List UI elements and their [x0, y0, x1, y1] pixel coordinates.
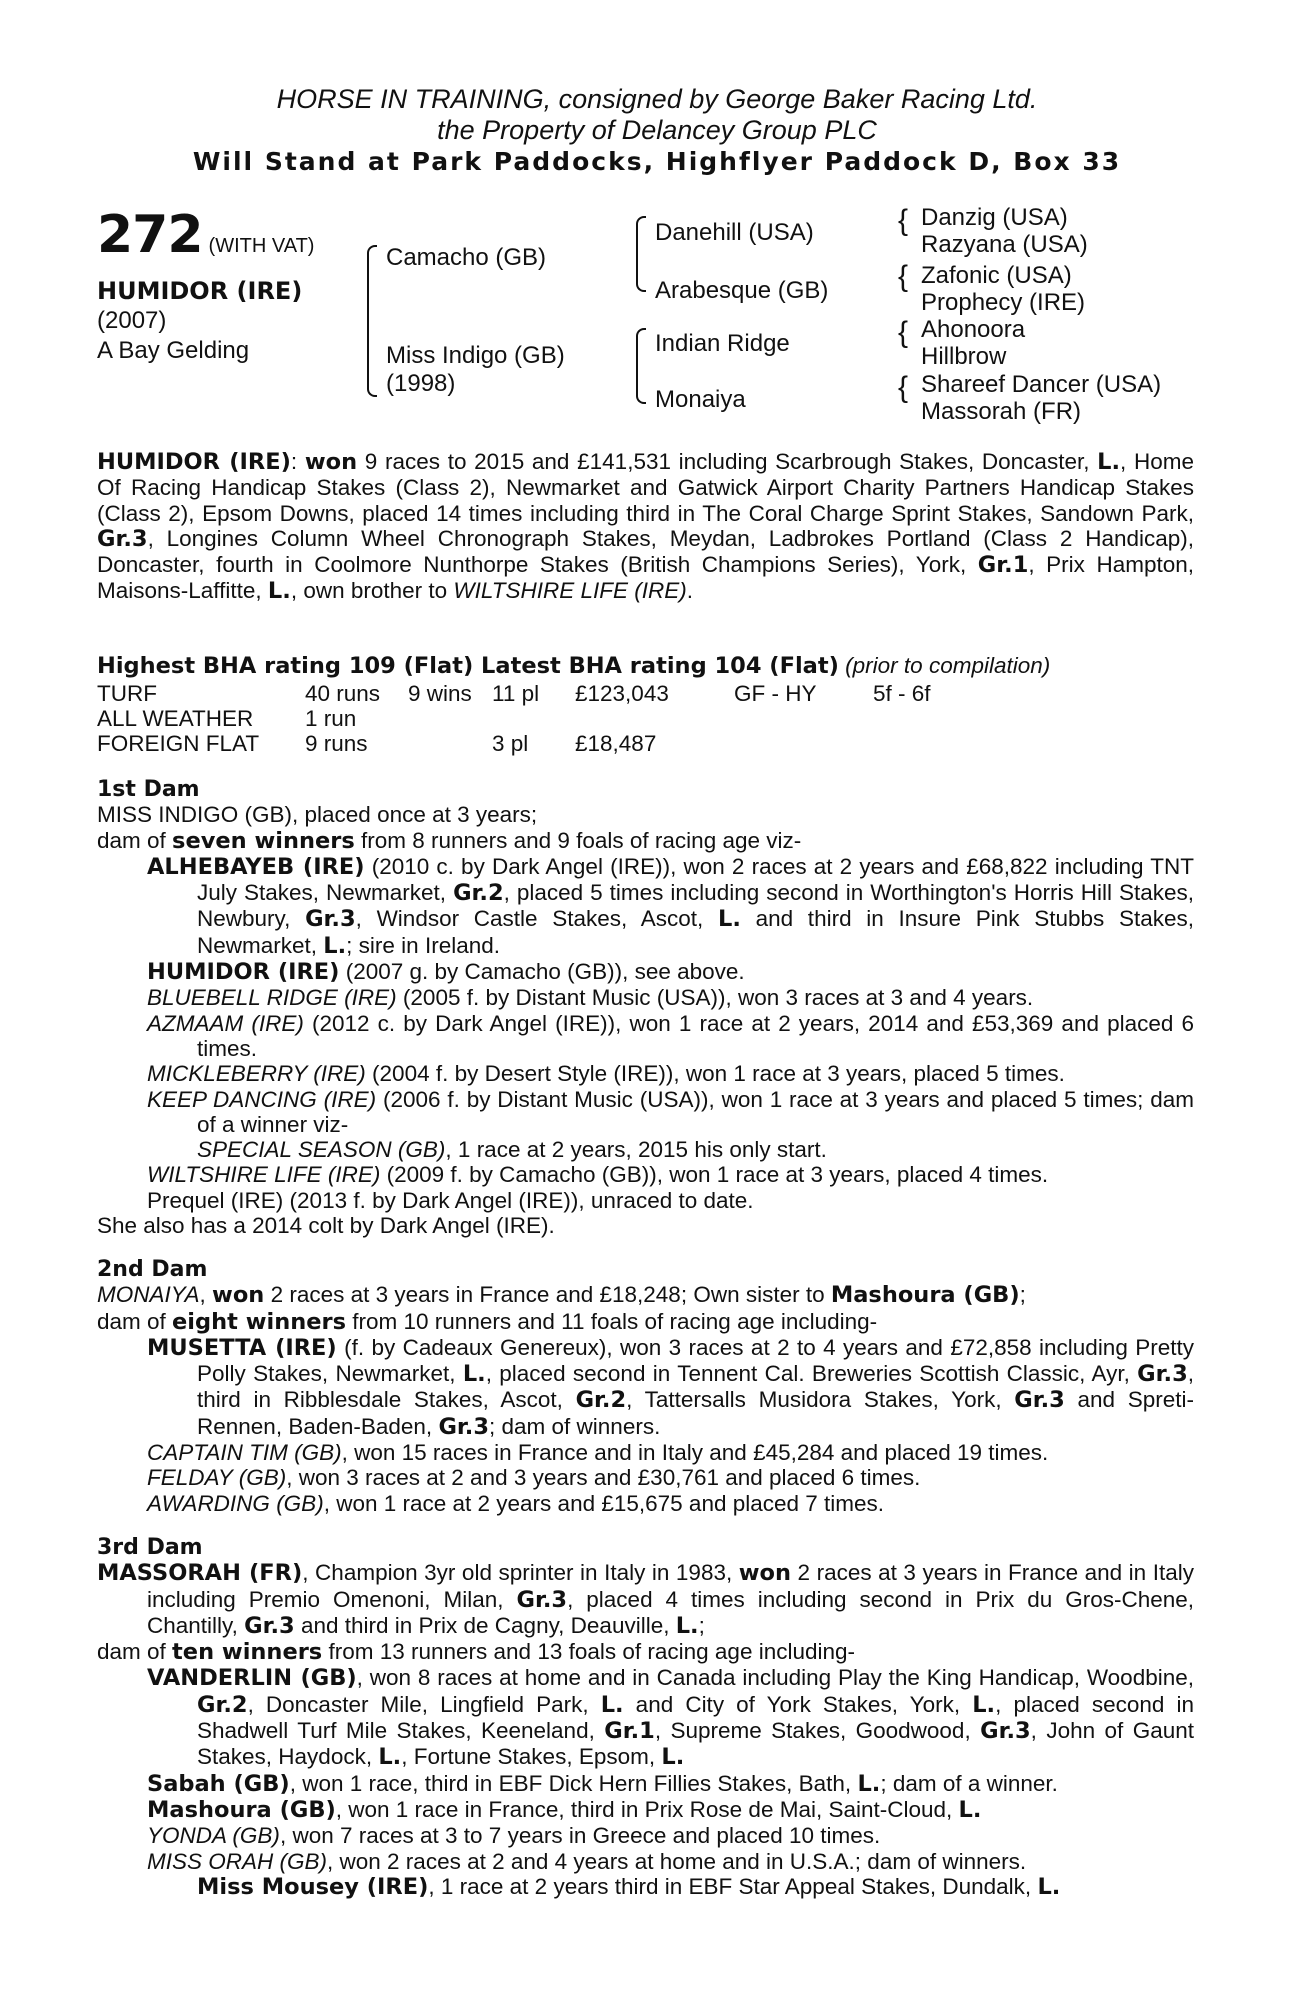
header-consignor: HORSE IN TRAINING, consigned by George Baker Racing Ltd. — [276, 84, 1038, 114]
ratings-row — [97, 706, 1097, 731]
first-dam-title: 1st Dam — [97, 777, 200, 802]
ratings-surface: FOREIGN FLAT — [97, 731, 260, 756]
summary-text: 9 races to 2015 and £141,531 including Scarbrough Stakes, Doncaster, — [357, 449, 1098, 474]
produce-entry: BLUEBELL RIDGE (IRE) (2005 f. by Distant Music (USA)), won 3 races at 3 and 4 years. — [147, 985, 1034, 1011]
summary-won: won — [304, 449, 358, 475]
ratings-earnings: £123,043 — [575, 681, 669, 706]
summary-listed: L. — [267, 578, 291, 605]
pedigree-sire-dam: Arabesque (GB) — [655, 277, 829, 304]
pedigree-g1: Danzig (USA) — [921, 204, 1068, 231]
horse-description: A Bay Gelding — [97, 337, 250, 364]
produce-entry: FELDAY (GB), won 3 races at 2 and 3 years and £30,761 and placed 6 times. — [147, 1465, 921, 1491]
pedigree-sire-sire: Danehill (USA) — [655, 219, 814, 246]
pedigree-g4: Prophecy (IRE) — [921, 289, 1086, 316]
header-location: Will Stand at Park Paddocks, Highflyer Paddock D, Box 33 — [192, 147, 1122, 176]
produce-entry: WILTSHIRE LIFE (IRE) (2009 f. by Camacho (GB)), won 1 race at 3 years, placed 4 times. — [147, 1162, 1049, 1188]
ratings-placed: 11 pl — [492, 681, 540, 706]
pedigree-brace-g4: { — [898, 371, 909, 404]
second-dam-line: MONAIYA, won 2 races at 3 years in France and £18,248; Own sister to Mashoura (GB); — [97, 1282, 1026, 1309]
pedigree-dam-year: (1998) — [386, 370, 456, 397]
summary-text: , Home Of Racing Handicap Stakes (Class 2), Newmarket and Gatwick Airport Charity Partners Handicap Stakes (Class 2), Epsom Downs, placed 14 times including third in The Coral Charge Sprint Stakes, Sandown Park, — [97, 449, 1195, 526]
lot-heading — [97, 205, 314, 265]
produce-entry: Sabah (GB), won 1 race, third in EBF Dick Hern Fillies Stakes, Bath, L.; dam of a winner. — [147, 1770, 1058, 1797]
first-dam-line: MISS INDIGO (GB), placed once at 3 years; — [97, 802, 538, 828]
summary-listed: L. — [1097, 449, 1121, 475]
produce-entry: AWARDING (GB), won 1 race at 2 years and £15,675 and placed 7 times. — [147, 1490, 885, 1516]
summary-text: , own brother to — [290, 578, 454, 604]
lot-vat: (WITH VAT) — [208, 235, 315, 257]
race-summary: HUMIDOR (IRE): won 9 races to 2015 and £141,531 including Scarbrough Stakes, Doncaster, L., Home Of Racing Handicap Stakes (Class 2), Newmarket and Gatwick Airport Charity Partners Handicap Stakes (Class 2), Epsom Downs, placed 14 times including third in The Coral Charge Sprint Stakes, Sandown Park, Gr.3, Longines Column Wheel Chronograph Stakes, Meydan, Ladbrokes Portland (Class 2 Handicap), Doncaster, fourth in Coolmore Nunthorpe Stakes (British Champions Series), York, Gr.1, Prix Hampton, Maisons-Laffitte, L., own brother to WILTSHIRE LIFE (IRE). — [97, 449, 1195, 605]
produce-entry: ALHEBAYEB (IRE) (2010 c. by Dark Angel (IRE)), won 2 races at 2 years and £68,822 including TNT July Stakes, Newmarket, Gr.2, placed 5 times including second in Worthington's Horris Hill Stakes, Newbury, Gr.3, Windsor Castle Stakes, Ascot, L. and third in Insure Pink Stubbs Stakes, Newmarket, L.; sire in Ireland. — [147, 853, 1195, 959]
produce-entry: CAPTAIN TIM (GB), won 15 races in France and in Italy and £45,284 and placed 19 times. — [147, 1440, 1049, 1466]
produce-sub-entry: SPECIAL SEASON (GB), 1 race at 2 years, 2015 his only start. — [197, 1137, 827, 1163]
summary-brother: WILTSHIRE LIFE (IRE) — [453, 578, 687, 604]
produce-entry: MUSETTA (IRE) (f. by Cadeaux Genereux), won 3 races at 2 to 4 years and £72,858 including Pretty Polly Stakes, Newmarket, L., placed second in Tennent Cal. Breweries Scottish Classic, Ayr, Gr.3, third in Ribblesdale Stakes, Ascot, Gr.2, Tattersalls Musidora Stakes, York, Gr.3 and Spreti-Rennen, Baden-Baden, Gr.3; dam of winners. — [147, 1334, 1194, 1440]
ratings-table — [97, 681, 1097, 756]
pedigree-dam-sire: Indian Ridge — [655, 330, 790, 357]
pedigree-g5: Ahonoora — [921, 316, 1026, 343]
pedigree-sire: Camacho (GB) — [386, 244, 547, 271]
third-dam-section — [97, 1535, 1194, 1900]
third-dam-produce: dam of ten winners from 13 runners and 13 foals of racing age including- — [97, 1639, 856, 1666]
produce-entry: MISS ORAH (GB), won 2 races at 2 and 4 years at home and in U.S.A.; dam of winners. — [147, 1848, 1027, 1874]
ratings-runs: 1 run — [305, 706, 357, 731]
ratings-going: GF - HY — [734, 681, 817, 706]
ratings-runs: 40 runs — [305, 681, 381, 706]
pedigree-g2: Razyana (USA) — [921, 231, 1088, 258]
second-dam-section — [97, 1257, 1194, 1516]
horse-year: (2007) — [97, 307, 167, 334]
produce-entry: MICKLEBERRY (IRE) (2004 f. by Desert Style (IRE)), won 1 race at 3 years, placed 5 times. — [147, 1061, 1065, 1087]
second-dam-title: 2nd Dam — [97, 1257, 208, 1282]
header-property: the Property of Delancey Group PLC — [437, 115, 877, 145]
ratings-runs: 9 runs — [305, 731, 368, 756]
summary-text: , Longines Column Wheel Chronograph Stakes, Meydan, Ladbrokes Portland (Class 2 Handicap), Doncaster, fourth in Coolmore Nunthorpe Stakes (British Champions Series), York, — [97, 525, 1194, 578]
pedigree-g7: Shareef Dancer (USA) — [921, 371, 1162, 398]
produce-entry: AZMAAM (IRE) (2012 c. by Dark Angel (IRE)), won 1 race at 2 years, 2014 and £53,369 and placed 6 times. — [147, 1010, 1194, 1061]
first-dam-produce: dam of seven winners from 8 runners and 9 foals of racing age viz- — [97, 827, 802, 854]
pedigree-g6: Hillbrow — [921, 343, 1007, 370]
lot-number: 272 — [97, 205, 203, 265]
summary-group1: Gr.1 — [977, 552, 1029, 579]
pedigree-g8: Massorah (FR) — [921, 398, 1082, 425]
pedigree-brace-main — [367, 245, 377, 397]
third-dam-title: 3rd Dam — [97, 1535, 203, 1560]
second-dam-produce: dam of eight winners from 10 runners and 11 foals of racing age including- — [97, 1308, 878, 1335]
lot-info — [97, 276, 302, 366]
pedigree-brace-g3: { — [898, 316, 909, 349]
produce-entry: Mashoura (GB), won 1 race in France, third in Prix Rose de Mai, Saint-Cloud, L. — [147, 1796, 982, 1823]
pedigree-brace-dam — [636, 328, 646, 404]
ratings-distance: 5f - 6f — [873, 681, 931, 706]
ratings-surface: TURF — [97, 681, 157, 706]
summary-text: . — [686, 578, 694, 604]
first-dam-also: She also has a 2014 colt by Dark Angel (IRE). — [97, 1213, 555, 1239]
pedigree-brace-sire — [636, 216, 646, 292]
summary-horse-name: HUMIDOR (IRE) — [97, 449, 291, 475]
ratings-row — [97, 731, 1097, 756]
ratings-earnings: £18,487 — [575, 731, 657, 756]
ratings-note: (prior to compilation) — [845, 653, 1051, 678]
produce-entry: Prequel (IRE) (2013 f. by Dark Angel (IRE)), unraced to date. — [147, 1187, 754, 1213]
pedigree-brace-g1: { — [898, 204, 909, 237]
ratings-placed: 3 pl — [492, 731, 529, 756]
produce-entry: YONDA (GB), won 7 races at 3 to 7 years in Greece and placed 10 times. — [147, 1823, 881, 1849]
ratings-surface: ALL WEATHER — [97, 706, 254, 731]
horse-name: HUMIDOR (IRE) — [97, 277, 303, 305]
third-dam-line: MASSORAH (FR), Champion 3yr old sprinter in Italy in 1983, won 2 races at 3 years in France and in Italy including Premio Omenoni, Milan, Gr.3, placed 4 times including second in Prix du Gros-Chene, Chantilly, Gr.3 and third in Prix de Cagny, Deauville, L.; — [97, 1560, 1194, 1639]
pedigree-g3: Zafonic (USA) — [921, 262, 1072, 289]
pedigree-brace-g2: { — [898, 260, 909, 293]
produce-entry: VANDERLIN (GB), won 8 races at home and in Canada including Play the King Handicap, Woodbine, Gr.2, Doncaster Mile, Lingfield Park, L. and City of York Stakes, York, L., placed second in Shadwell Turf Mile Stakes, Keeneland, Gr.1, Supreme Stakes, Goodwood, Gr.3, John of Gaunt Stakes, Haydock, L., Fortune Stakes, Epsom, L. — [147, 1665, 1195, 1771]
ratings-wins: 9 wins — [408, 681, 472, 706]
ratings-title: Highest BHA rating 109 (Flat) Latest BHA rating 104 (Flat) — [97, 653, 839, 679]
ratings-heading — [97, 653, 1194, 679]
produce-entry: HUMIDOR (IRE) (2007 g. by Camacho (GB)), see above. — [147, 959, 745, 986]
summary-group3: Gr.3 — [97, 525, 148, 552]
first-dam-section — [97, 777, 1194, 1238]
produce-sub-entry: Miss Mousey (IRE), 1 race at 2 years third in EBF Star Appeal Stakes, Dundalk, L. — [197, 1873, 1061, 1900]
produce-entry: KEEP DANCING (IRE) (2006 f. by Distant Music (USA)), won 1 race at 3 years and placed 5 times; dam of a winner viz- — [147, 1086, 1194, 1137]
pedigree-dam-dam: Monaiya — [655, 386, 746, 413]
pedigree-dam: Miss Indigo (GB) — [386, 342, 565, 369]
ratings-row — [97, 681, 1097, 706]
summary-text: , Prix Hampton, Maisons-Laffitte, — [97, 552, 1194, 604]
